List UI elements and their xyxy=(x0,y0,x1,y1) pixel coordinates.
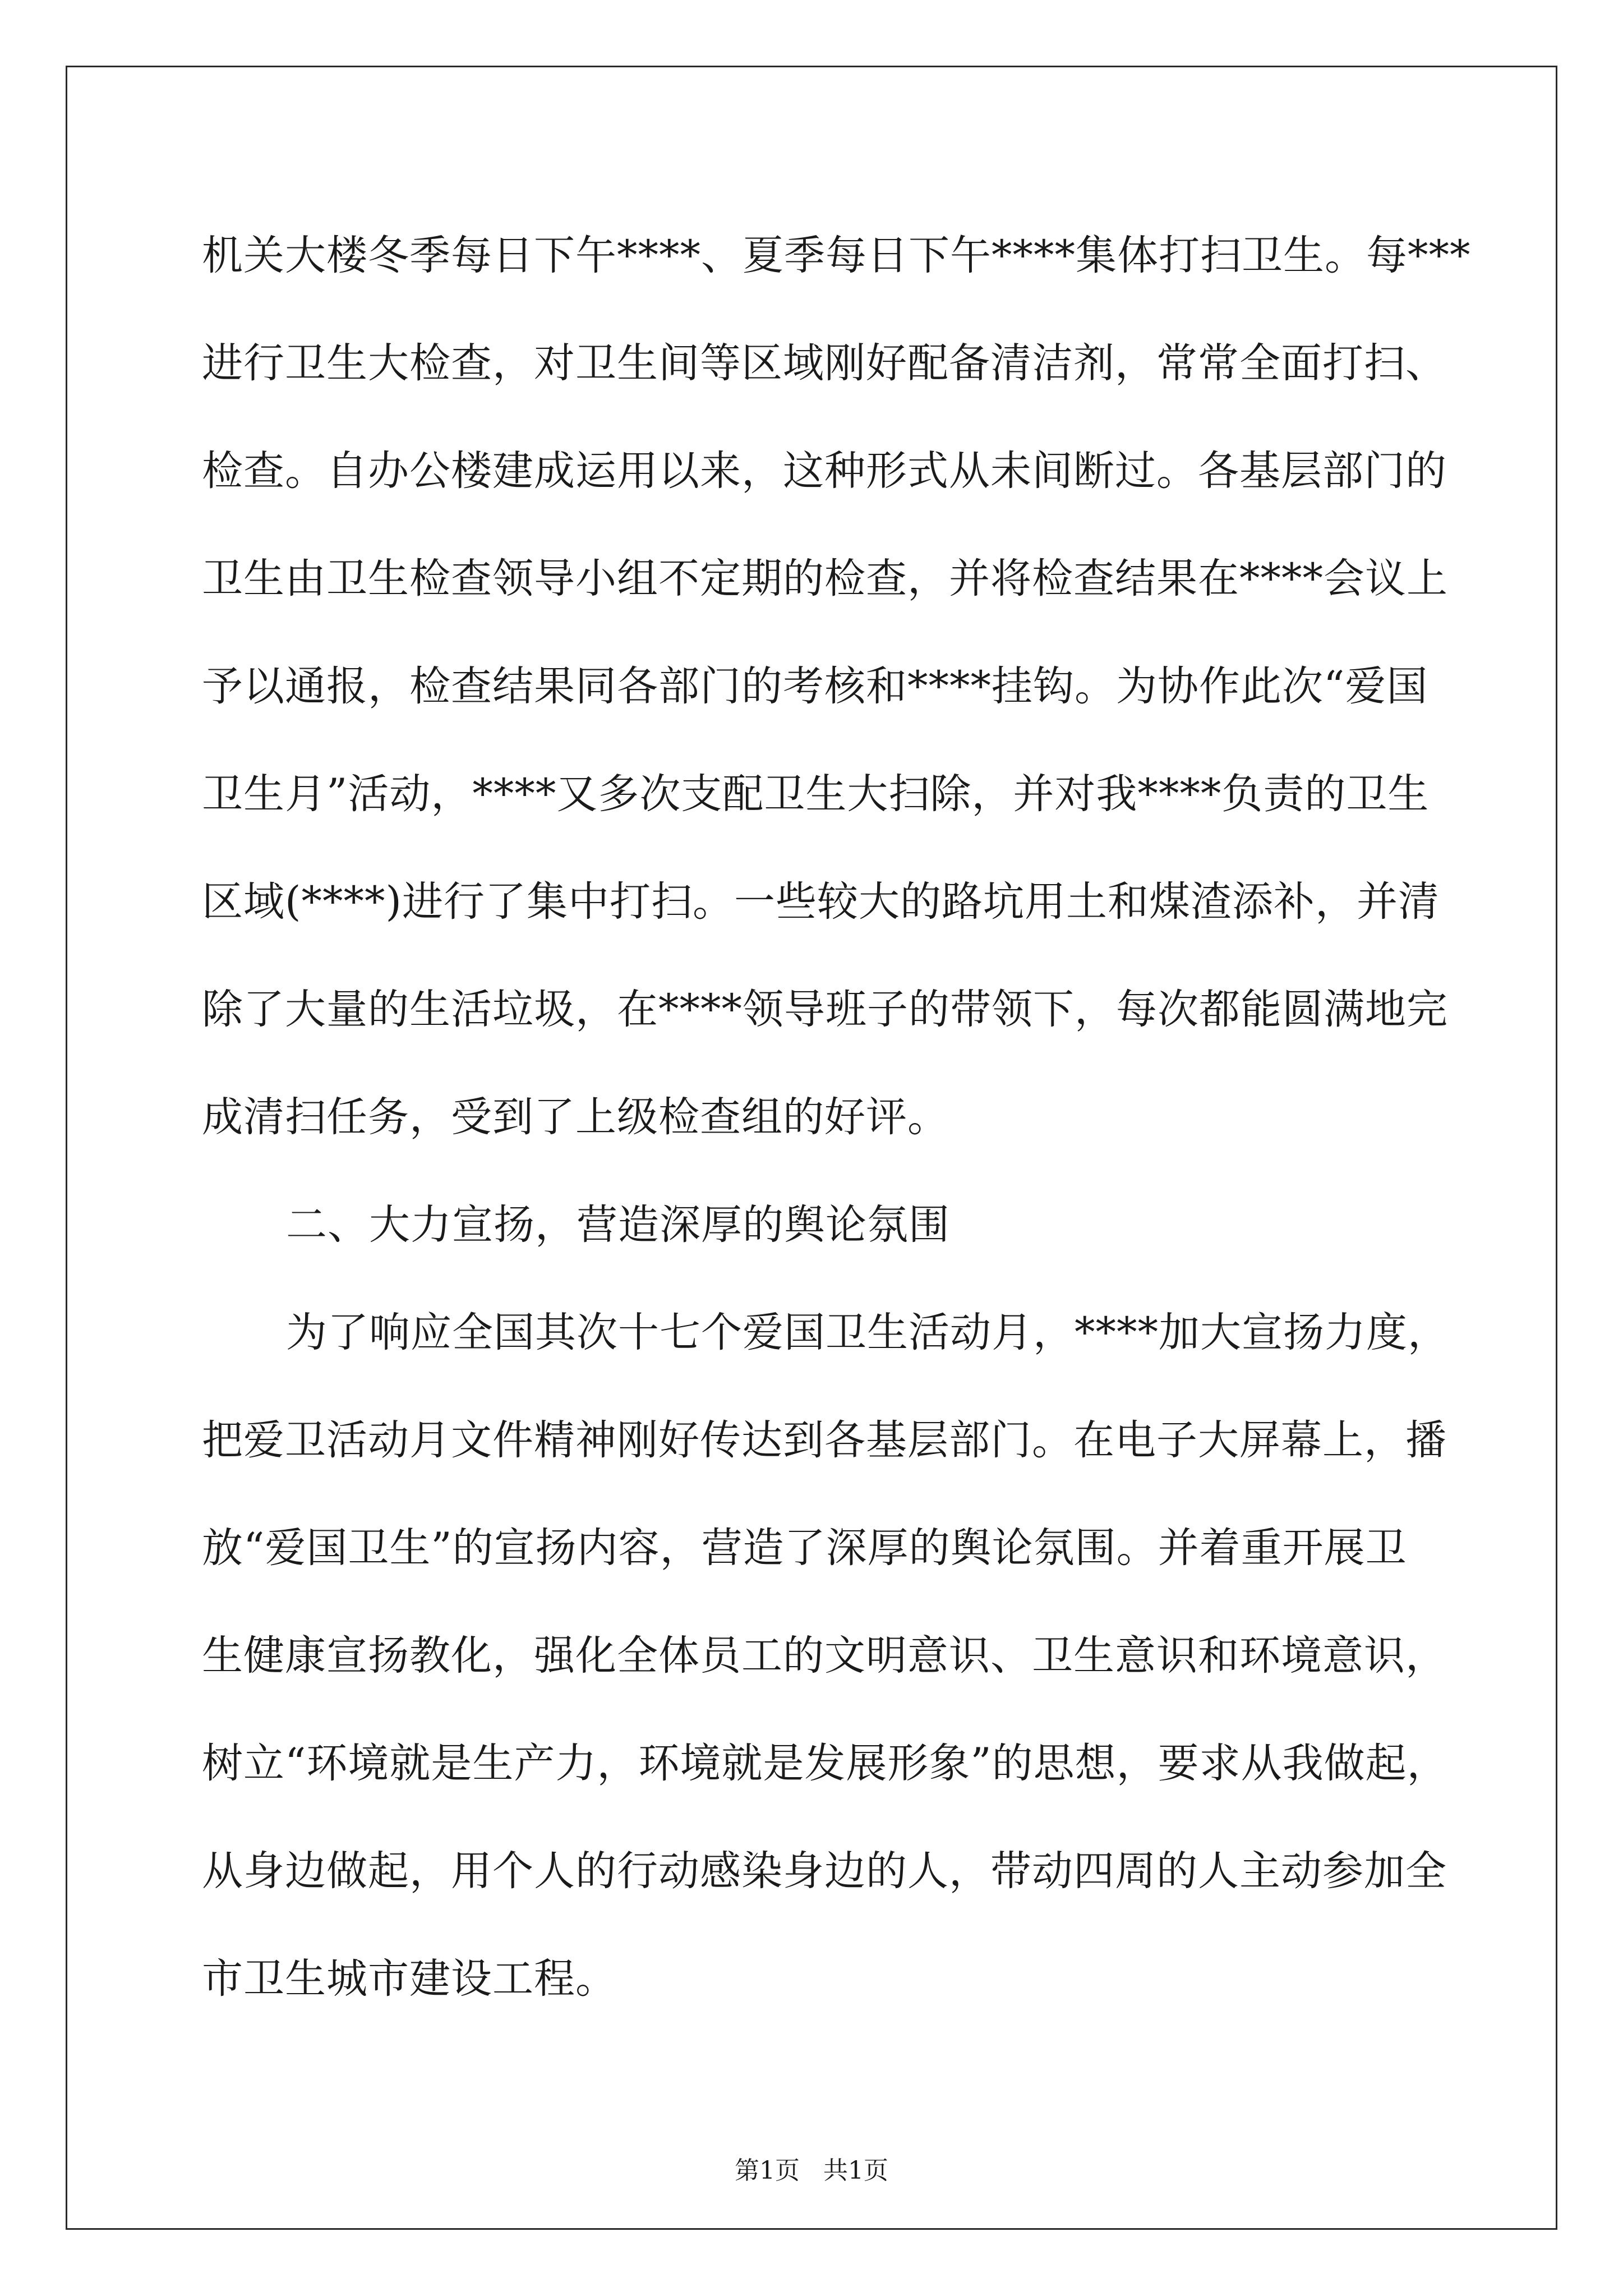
text-line: 区域(****)进行了集中打扫。一些较大的路坑用土和煤渣添补，并清 xyxy=(202,878,1440,926)
text-line: 除了大量的生活垃圾，在****领导班子的带领下，每次都能圆满地完 xyxy=(202,986,1448,1033)
text-line: 为了响应全国其次十七个爱国卫生活动月，****加大宣扬力度， xyxy=(286,1309,1449,1356)
text-line: 卫生月”活动，****又多次支配卫生大扫除，并对我****负责的卫生 xyxy=(202,770,1430,818)
text-line: 生健康宣扬教化，强化全体员工的文明意识、卫生意识和环境意识， xyxy=(202,1632,1447,1680)
text-line: 树立“环境就是生产力，环境就是发展形象”的思想，要求从我做起， xyxy=(202,1740,1449,1787)
section-heading: 二、大力宣扬，营造深厚的舆论氛围 xyxy=(286,1201,950,1249)
text-line: 予以通报，检查结果同各部门的考核和****挂钩。为协作此次“爱国 xyxy=(202,662,1428,710)
text-line: 把爱卫活动月文件精神刚好传达到各基层部门。在电子大屏幕上，播 xyxy=(202,1416,1447,1464)
text-line: 成清扫任务，受到了上级检查组的好评。 xyxy=(202,1093,949,1141)
text-line: 放“爱国卫生”的宣扬内容，营造了深厚的舆论氛围。并着重开展卫 xyxy=(202,1524,1407,1572)
text-line: 从身边做起，用个人的行动感染身边的人，带动四周的人主动参加全 xyxy=(202,1847,1447,1895)
text-line: 检查。自办公楼建成运用以来，这种形式从未间断过。各基层部门的 xyxy=(202,447,1447,495)
text-line: 进行卫生大检查，对卫生间等区域刚好配备清洁剂，常常全面打扫、 xyxy=(202,339,1447,387)
page-number: 第1页 共1页 xyxy=(735,2156,888,2185)
text-line: 机关大楼冬季每日下午****、夏季每日下午****集体打扫卫生。每*** xyxy=(202,232,1471,279)
document-body xyxy=(202,202,1471,2033)
text-line: 市卫生城市建设工程。 xyxy=(202,1955,617,2003)
text-line: 卫生由卫生检查领导小组不定期的检查，并将检查结果在****会议上 xyxy=(202,555,1448,602)
